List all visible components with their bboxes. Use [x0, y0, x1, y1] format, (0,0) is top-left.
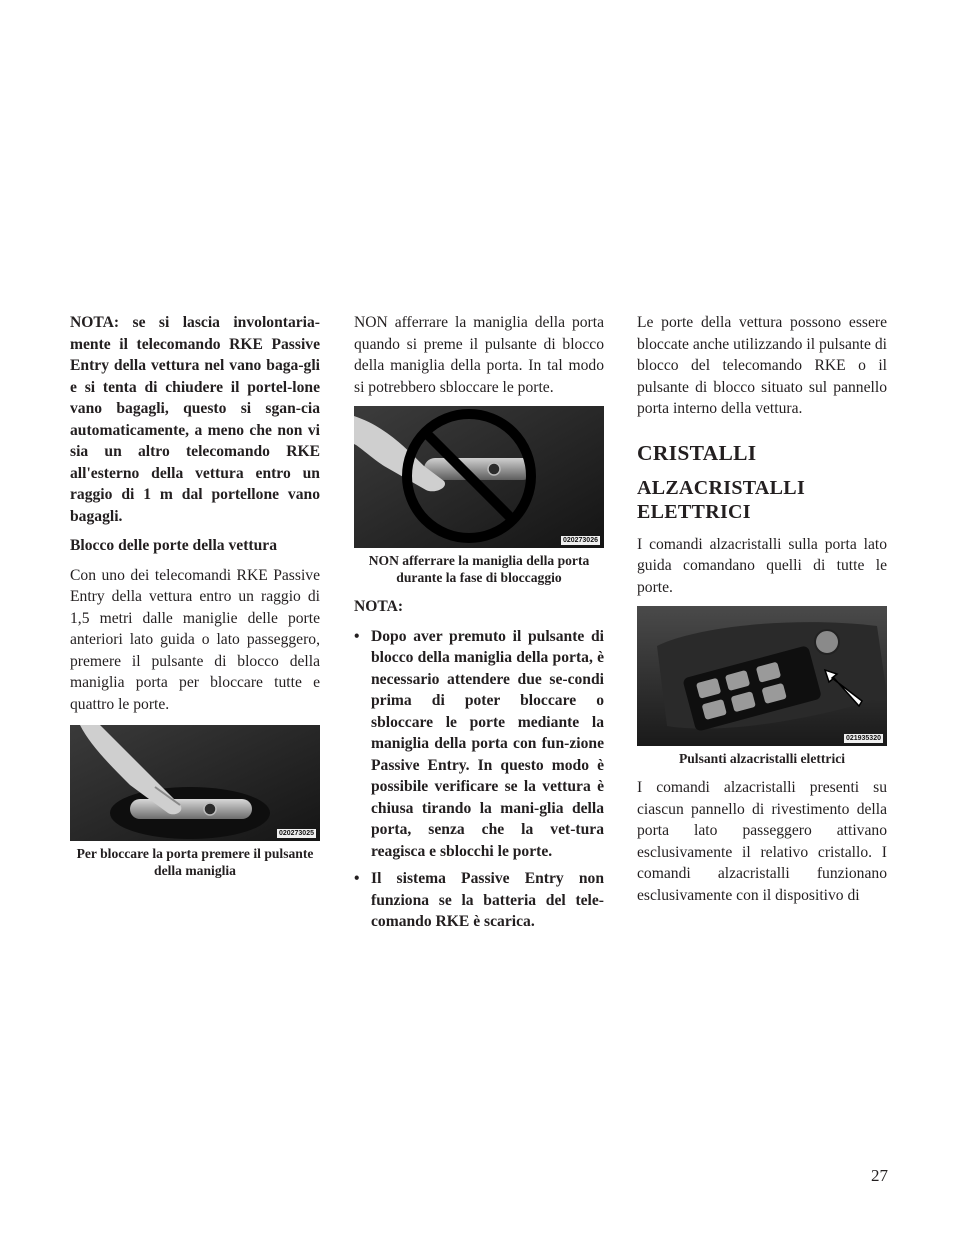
section-title: CRISTALLI	[637, 440, 757, 465]
subsection-title: ALZACRISTALLI ELETTRICI	[637, 476, 806, 523]
paragraph-door-locking: Con uno dei telecomandi RKE Passive Entry della vettura entro un raggio di 1,5 metri dalle maniglie delle porte anteriori lato guida o lato passeggero, premere il pulsante di blocco della maniglia porta per bloccare tutte e quattro le porte.	[70, 566, 320, 713]
note-label: NOTA:	[354, 598, 404, 615]
figure-code: 020273025	[278, 830, 314, 837]
column-middle	[354, 312, 604, 939]
paragraph-passenger-controls: I comandi alzacristalli presenti su ciascun pannello di rivestimento della porta lato passeggero attivano esclusivamente il relativo cristallo. I comandi alzacristalli funzionano esclusivamente con il dispositivo di	[637, 779, 887, 904]
column-left	[70, 312, 320, 889]
note-trunk-warning: NOTA: se si lascia involontaria-mente il telecomando RKE Passive Entry della vettura nel vano baga-gli e si tenta di chiudere il portel-lone vano bagagli, questo si sgan-cia automaticamente, a meno che non vi sia un altro telecomando RKE all'esterno della vettura entro un raggio di 1 m dal portellone vano bagagli.	[70, 314, 320, 525]
figure-code: 020273026	[562, 537, 598, 544]
figure-caption: Pulsanti alzacristalli elettrici	[678, 751, 846, 766]
figure-do-not-grab-handle	[354, 406, 604, 548]
door-handle-photo	[70, 725, 320, 841]
figure-caption: Per bloccare la porta premere il pulsante della maniglia	[76, 846, 314, 878]
bullet-icon: •	[354, 627, 360, 645]
paragraph-do-not-grab: NON afferrare la maniglia della porta quando si preme il pulsante di blocco della maniglia della porta. In tal modo si potrebbero sbloccare le porte.	[354, 314, 604, 396]
list-item: • Dopo aver premuto il pulsante di blocco della maniglia della porta, è necessario attendere due se-condi prima di poter bloccare o sbloccare le porte mediante la maniglia della porta con fun-zione Passive Entry. In questo modo è possibile verificare se la vettura è chiusa tirando la mani-glia della porta, senza che la vet-tura reagisca e sblocchi le porte.	[354, 627, 604, 860]
figure-press-handle-button	[70, 725, 320, 841]
paragraph-driver-controls: I comandi alzacristalli sulla porta lato guida comandano quelli di tutte le porte.	[637, 535, 887, 596]
paragraph-other-lock-methods: Le porte della vettura possono essere bloccate anche utilizzando il pulsante di blocco del telecomando RKE o il pulsante di blocco situato sul pannello porta interno della vettura.	[637, 314, 887, 417]
window-switch-panel-photo	[637, 606, 887, 746]
figure-code: 021935320	[845, 735, 881, 742]
prohibited-grab-photo	[354, 406, 604, 548]
heading-door-locking: Blocco delle porte della vettura	[70, 537, 277, 554]
figure-caption: NON afferrare la maniglia della porta durante la fase di bloccaggio	[368, 553, 590, 585]
figure-window-switches	[637, 606, 887, 746]
column-right	[637, 312, 887, 914]
list-item: • Il sistema Passive Entry non funziona se la batteria del tele-comando RKE è scarica.	[354, 870, 604, 930]
bullet-icon: •	[354, 870, 360, 887]
page-number: 27	[871, 1166, 888, 1185]
note-bullet-list	[354, 626, 604, 933]
